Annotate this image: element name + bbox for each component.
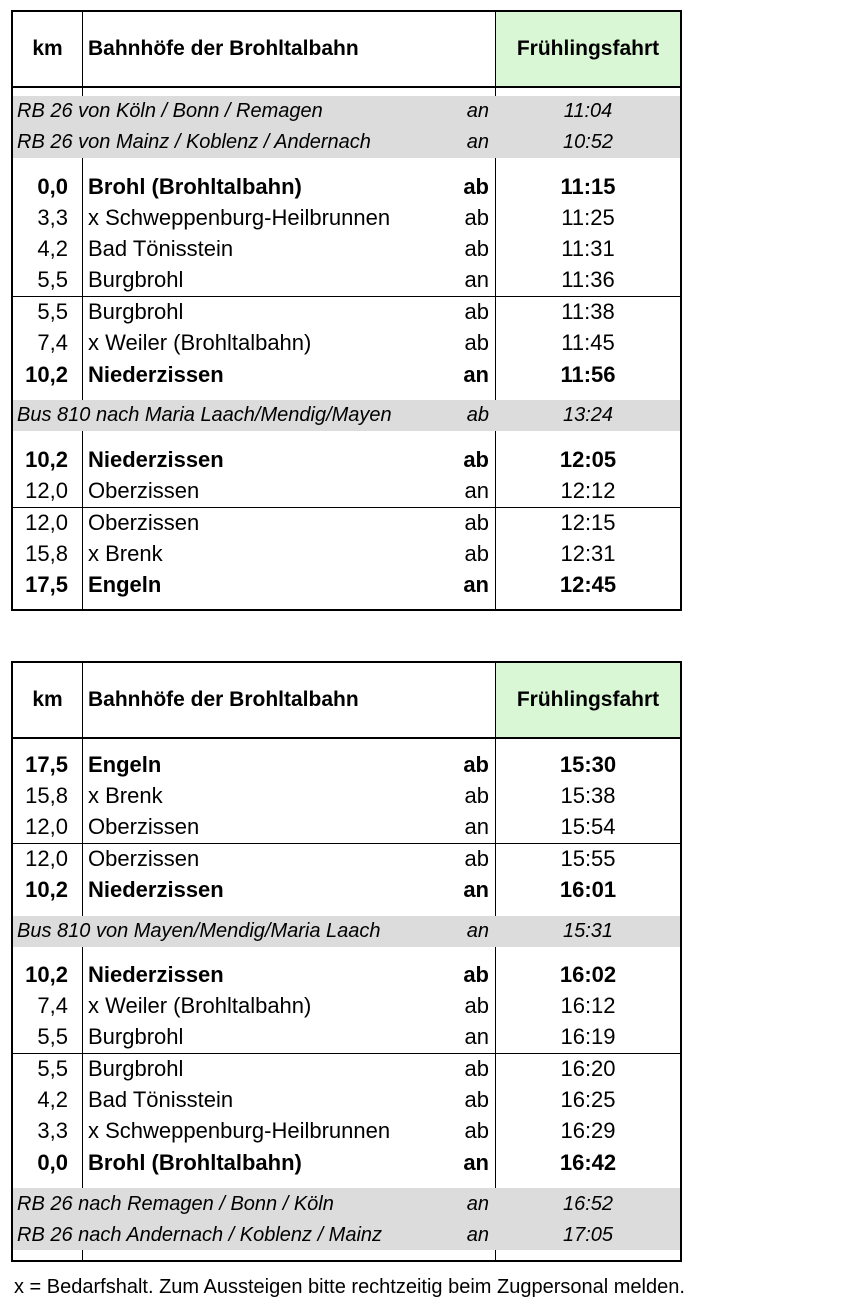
row-direction: an [463, 877, 489, 902]
row-km: 12,0 [25, 814, 68, 839]
header-trip: Frühlingsfahrt [496, 663, 680, 737]
row-time: 16:42 [559, 1150, 617, 1175]
table-row [13, 264, 680, 295]
row-time: 16:25 [560, 1087, 616, 1112]
row-time: 11:38 [561, 299, 615, 324]
row-station: x Brenk [88, 783, 163, 808]
row-direction: an [463, 572, 489, 597]
row-km: 3,3 [37, 1118, 68, 1143]
row-station: Niederzissen [88, 962, 224, 987]
row-time: 12:31 [560, 541, 616, 566]
timetable-outbound [11, 10, 682, 611]
table-row [13, 296, 680, 327]
row-direction: ab [463, 447, 489, 472]
row-km: 12,0 [25, 846, 68, 871]
footnote: x = Bedarfshalt. Zum Aussteigen bitte rechtzeitig beim Zugpersonal melden. [14, 1276, 685, 1298]
table-row [13, 843, 680, 874]
row-km: 4,2 [37, 236, 68, 261]
row-km: 12,0 [25, 478, 68, 503]
row-km: 5,5 [37, 1024, 68, 1049]
row-km: 10,2 [25, 877, 68, 902]
row-station: Brohl (Brohltalbahn) [88, 174, 302, 199]
table-row [13, 507, 680, 538]
row-station: Brohl (Brohltalbahn) [88, 1150, 302, 1175]
row-station: x Brenk [88, 541, 163, 566]
connection-row [13, 96, 680, 127]
connection-direction: an [466, 1193, 489, 1215]
row-station: Engeln [88, 752, 162, 777]
row-direction: an [464, 1024, 489, 1049]
row-station: Oberzissen [88, 846, 200, 871]
connection-time: 10:52 [562, 131, 614, 153]
row-direction: ab [464, 205, 489, 230]
table-row [13, 1053, 680, 1084]
connection-direction: an [466, 100, 489, 122]
row-direction: ab [463, 752, 489, 777]
row-time: 16:29 [560, 1118, 616, 1143]
row-station: Niederzissen [88, 877, 224, 902]
row-station: Oberzissen [88, 510, 200, 535]
row-time: 11:45 [561, 330, 615, 355]
row-direction: ab [463, 174, 489, 199]
row-station: Burgbrohl [88, 1024, 184, 1049]
table-row [13, 1084, 680, 1115]
connection-direction: an [466, 1224, 489, 1246]
row-direction: an [463, 1150, 489, 1175]
table-row [13, 444, 680, 475]
row-station: x Weiler (Brohltalbahn) [88, 993, 312, 1018]
table-row [13, 233, 680, 264]
connection-text: RB 26 nach Andernach / Koblenz / Mainz [17, 1224, 383, 1246]
header-km: km [32, 37, 63, 60]
connection-direction: an [466, 920, 489, 942]
row-direction: an [464, 478, 489, 503]
connection-row [13, 1220, 680, 1251]
row-time: 11:15 [560, 174, 616, 199]
row-time: 12:45 [559, 572, 617, 597]
table-row [13, 990, 680, 1021]
row-km: 5,5 [37, 299, 68, 324]
row-time: 12:05 [559, 447, 617, 472]
row-km: 7,4 [37, 993, 68, 1018]
table-row [13, 359, 680, 390]
connection-time: 11:04 [563, 100, 613, 122]
row-time: 16:19 [560, 1024, 616, 1049]
row-km: 12,0 [25, 510, 68, 535]
connection-text: RB 26 nach Remagen / Bonn / Köln [17, 1193, 334, 1215]
header-station: Bahnhöfe der Brohltalbahn [88, 37, 359, 60]
table-row [13, 171, 680, 202]
row-direction: ab [464, 1087, 489, 1112]
table-row [13, 874, 680, 905]
row-time: 16:01 [559, 877, 617, 902]
row-station: Oberzissen [88, 814, 200, 839]
connection-time: 16:52 [562, 1193, 614, 1215]
row-km: 17,5 [25, 752, 68, 777]
row-time: 15:54 [560, 814, 616, 839]
row-direction: ab [464, 510, 489, 535]
row-station: Niederzissen [88, 362, 224, 387]
table-row [13, 811, 680, 842]
table-header [13, 12, 680, 88]
row-km: 5,5 [37, 1056, 68, 1081]
row-direction: an [464, 814, 489, 839]
row-km: 0,0 [37, 1150, 68, 1175]
connection-direction: an [466, 131, 489, 153]
row-km: 7,4 [37, 330, 68, 355]
row-direction: ab [464, 541, 489, 566]
row-km: 3,3 [37, 205, 68, 230]
connection-text: RB 26 von Köln / Bonn / Remagen [17, 100, 323, 122]
row-direction: ab [464, 783, 489, 808]
connection-time: 13:24 [562, 404, 614, 426]
row-km: 15,8 [25, 541, 68, 566]
row-km: 10,2 [25, 362, 68, 387]
connection-text: Bus 810 von Mayen/Mendig/Maria Laach [17, 920, 381, 942]
bus-connection-row [13, 400, 680, 431]
row-km: 4,2 [37, 1087, 68, 1112]
row-station: Engeln [88, 572, 162, 597]
row-direction: ab [464, 846, 489, 871]
header-km: km [32, 688, 63, 711]
row-direction: an [463, 362, 489, 387]
table-row [13, 475, 680, 506]
connection-time: 15:31 [562, 920, 614, 942]
connection-row [13, 1189, 680, 1220]
row-time: 12:15 [560, 510, 616, 535]
row-station: Oberzissen [88, 478, 200, 503]
row-km: 10,2 [25, 962, 68, 987]
table-row [13, 202, 680, 233]
header-trip: Frühlingsfahrt [496, 12, 680, 86]
header-station: Bahnhöfe der Brohltalbahn [88, 688, 359, 711]
row-km: 17,5 [25, 572, 68, 597]
table-row [13, 749, 680, 780]
row-direction: ab [463, 962, 489, 987]
row-km: 5,5 [37, 267, 68, 292]
table-row [13, 327, 680, 358]
row-station: Niederzissen [88, 447, 224, 472]
connection-time: 17:05 [562, 1224, 614, 1246]
row-station: Burgbrohl [88, 1056, 184, 1081]
row-station: Bad Tönisstein [88, 1087, 234, 1112]
connection-direction: ab [466, 404, 489, 426]
connection-text: Bus 810 nach Maria Laach/Mendig/Mayen [17, 404, 392, 426]
row-time: 11:36 [561, 267, 615, 292]
table-row [13, 538, 680, 569]
row-direction: ab [464, 299, 489, 324]
row-time: 11:25 [561, 205, 615, 230]
table-row [13, 1115, 680, 1146]
row-station: Burgbrohl [88, 299, 184, 324]
row-direction: ab [464, 330, 489, 355]
row-direction: ab [464, 1118, 489, 1143]
row-km: 0,0 [37, 174, 68, 199]
row-time: 16:02 [559, 962, 617, 987]
table-row [13, 569, 680, 600]
row-station: Bad Tönisstein [88, 236, 234, 261]
row-time: 11:31 [561, 236, 615, 261]
row-station: x Schweppenburg-Heilbrunnen [88, 205, 391, 230]
row-direction: an [464, 267, 489, 292]
row-station: x Weiler (Brohltalbahn) [88, 330, 312, 355]
row-time: 15:38 [560, 783, 616, 808]
table-row [13, 780, 680, 811]
timetable-return [11, 661, 682, 1262]
row-station: x Schweppenburg-Heilbrunnen [88, 1118, 391, 1143]
table-header [13, 663, 680, 739]
table-row [13, 1021, 680, 1052]
table-row [13, 959, 680, 990]
connection-row [13, 127, 680, 158]
row-direction: ab [464, 1056, 489, 1081]
row-km: 15,8 [25, 783, 68, 808]
row-time: 11:56 [560, 362, 616, 387]
connection-text: RB 26 von Mainz / Koblenz / Andernach [17, 131, 371, 153]
row-time: 15:55 [560, 846, 616, 871]
row-km: 10,2 [25, 447, 68, 472]
row-time: 15:30 [559, 752, 617, 777]
row-time: 12:12 [560, 478, 616, 503]
row-station: Burgbrohl [88, 267, 184, 292]
row-direction: ab [464, 236, 489, 261]
row-time: 16:20 [560, 1056, 616, 1081]
bus-connection-row [13, 916, 680, 947]
row-direction: ab [464, 993, 489, 1018]
row-time: 16:12 [560, 993, 616, 1018]
table-row [13, 1147, 680, 1178]
